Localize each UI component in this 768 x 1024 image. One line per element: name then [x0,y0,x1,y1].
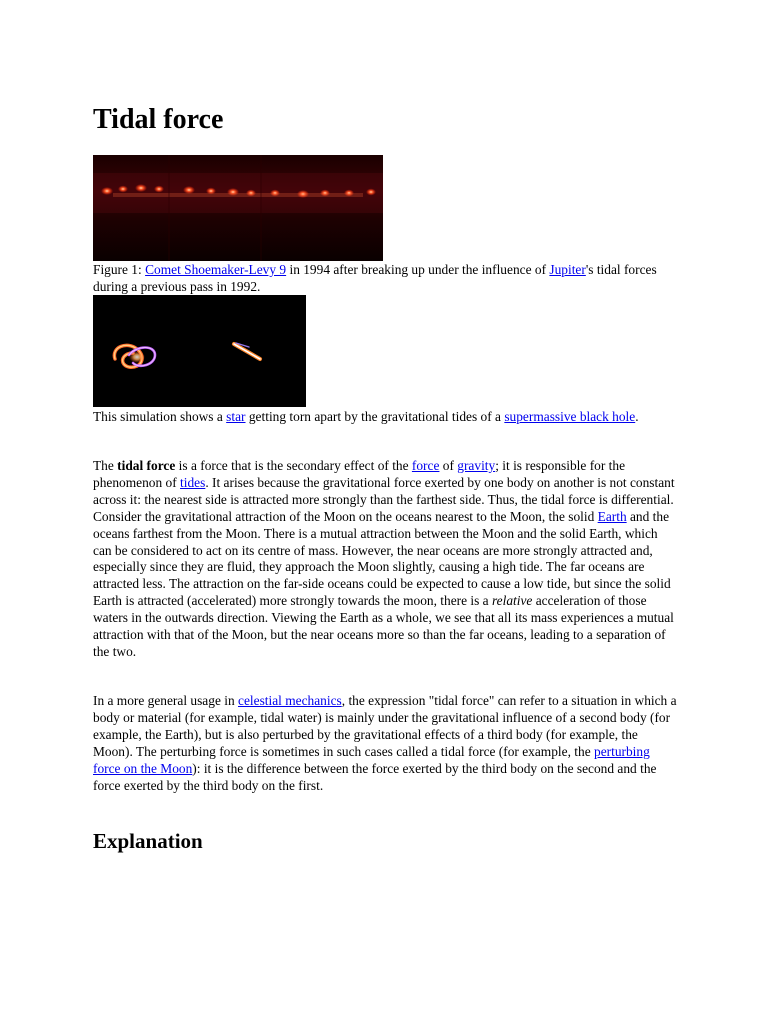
tides-link[interactable]: tides [180,474,206,490]
figure2-caption [93,408,678,425]
intro-text-3: ; it is responsible for the phenomenon of [93,458,626,490]
general-text-2: ): it is the difference between the force exerted by the third body on the second and the force exerted by the third body on the first. [93,760,657,793]
section-heading-explanation: Explanation [93,829,203,853]
supermassive-black-hole-link[interactable]: supermassive black hole [504,409,636,424]
figure2-caption-middle: getting torn apart by the gravitational tides of a [245,409,505,424]
general-text-1: , the expression "tidal force" can refer to a situation in which a body or material (for example, tidal water) is mainly under the gravitational influence of a second body (for example, the Earth), but is also perturbed by the gravitational effects of a third body (for example, the Moon). The perturbing force is sometimes in such cases called a tidal force (for example, the [93,693,677,759]
figure2-caption-prefix: This simulation shows a [93,409,227,424]
general-usage-paragraph [93,693,678,794]
page-title: Tidal force [93,104,224,135]
figure1-caption [93,261,678,295]
intro-text-4: . It arises because the gravitational force exerted by one body on another is not constant across it: the nearest side is attracted more strongly than the farthest side. Thus, the tidal force is differential. Consider the gravitational attraction of the Moon on the oceans nearest to the Moon, the solid [93,474,675,524]
figure2-caption-suffix: . [635,409,639,424]
gravity-link[interactable]: gravity [457,458,496,473]
figure1-caption-suffix: 's tidal forces during a previous pass in 1992. [93,262,657,294]
general-text-0: In a more general usage in [93,693,239,708]
figure1-caption-middle: in 1994 after breaking up under the influence of [286,262,550,277]
star-tidal-disruption-simulation-image [93,295,306,407]
intro-text-6: acceleration of those waters in the outwards direction. Viewing the Earth as a whole, we see that all its mass experiences a mutual attraction with that of the Moon, but the near oceans more so than the far oceans, leading to a separation of the two. [93,593,674,659]
comet-shoemaker-levy-link[interactable]: Comet Shoemaker-Levy 9 [145,262,287,277]
intro-text-0: The [93,458,118,473]
perturbing-force-on-the-moon-link[interactable]: perturbing force on the Moon [93,743,650,776]
earth-link[interactable]: Earth [597,508,627,524]
intro-text-1: is a force that is the secondary effect of the [175,458,412,473]
figure1-caption-prefix: Figure 1: [93,262,146,277]
jupiter-link[interactable]: Jupiter [549,262,586,277]
intro-paragraph [93,458,678,661]
celestial-mechanics-link[interactable]: celestial mechanics [238,693,342,708]
relative-emphasis: relative [491,593,533,609]
intro-text-5: and the oceans farthest from the Moon. There is a mutual attraction between the Moon and the solid Earth, which can be considered to act on its centre of mass. However, the near oceans are more strongly attracted and, especially since they are fluid, they approach the Moon slightly, causing a high tide. The far oceans are attracted less. The attraction on the far-side oceans could be expected to cause a low tide, but since the solid Earth is attracted (accelerated) more strongly towards the moon, there is a [93,508,671,609]
star-link[interactable]: star [226,409,246,424]
tidal-force-term: tidal force [117,458,176,473]
comet-shoemaker-levy-image [93,155,383,261]
intro-text-2: of [439,458,458,473]
force-link[interactable]: force [411,458,440,473]
